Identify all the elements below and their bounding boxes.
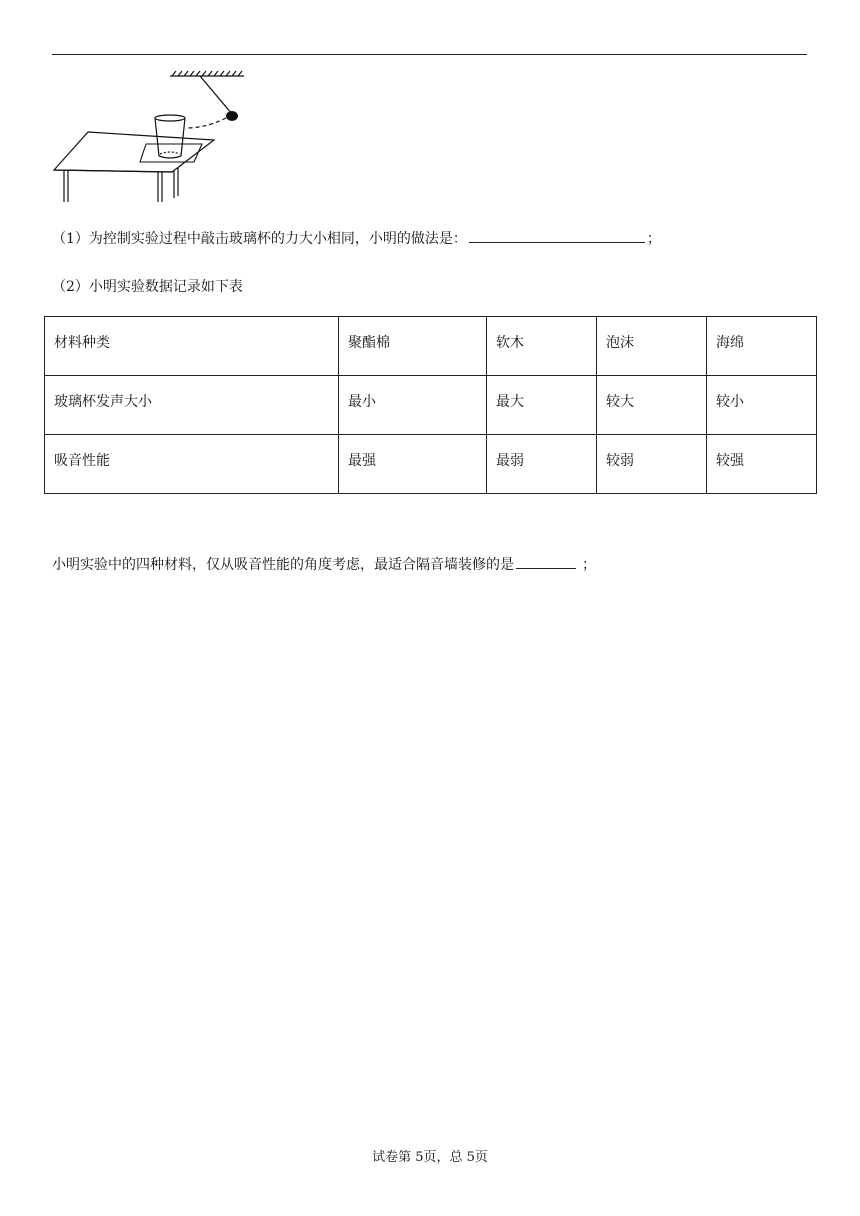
- table-row: [45, 376, 817, 435]
- table-cell: 软木: [487, 317, 597, 376]
- table-cell: 吸音性能: [45, 435, 339, 494]
- swing-path: [186, 118, 226, 128]
- table-cell: 较小: [707, 376, 817, 435]
- table-cell: 海绵: [707, 317, 817, 376]
- experiment-figure: [48, 70, 258, 204]
- data-table: [44, 316, 817, 494]
- question-2-text: （2）小明实验数据记录如下表: [52, 279, 243, 295]
- answer-blank-2[interactable]: [516, 554, 576, 569]
- question-3: [52, 554, 596, 574]
- ceiling-hatch: [170, 71, 244, 76]
- table-cell: 最小: [339, 376, 487, 435]
- table-top: [54, 132, 214, 172]
- table-cell: 聚酯棉: [339, 317, 487, 376]
- table-cell: 较强: [707, 435, 817, 494]
- question-3-text: 小明实验中的四种材料，仅从吸音性能的角度考虑，最适合隔音墙装修的是: [52, 557, 514, 573]
- question-2: [52, 276, 243, 296]
- table-cell: 最弱: [487, 435, 597, 494]
- answer-blank-1[interactable]: [469, 228, 645, 243]
- table-row: [45, 435, 817, 494]
- header-rule: [52, 54, 807, 55]
- question-1: [52, 228, 661, 248]
- pendulum-ball: [226, 111, 238, 121]
- table-cell: 最强: [339, 435, 487, 494]
- table-cell: 材料种类: [45, 317, 339, 376]
- table-cell: 较弱: [597, 435, 707, 494]
- mat: [140, 144, 202, 162]
- question-3-end: ；: [582, 557, 596, 573]
- table-cell: 泡沫: [597, 317, 707, 376]
- pendulum-string: [200, 76, 232, 114]
- question-1-text: （1）为控制实验过程中敲击玻璃杯的力大小相同，小明的做法是：: [52, 231, 467, 247]
- table-cell: 玻璃杯发声大小: [45, 376, 339, 435]
- table-row: [45, 317, 817, 376]
- question-1-end: ；: [646, 231, 661, 247]
- table-cell: 较大: [597, 376, 707, 435]
- page-footer: 试卷第 5页，总 5页: [372, 1150, 488, 1165]
- table-cell: 最大: [487, 376, 597, 435]
